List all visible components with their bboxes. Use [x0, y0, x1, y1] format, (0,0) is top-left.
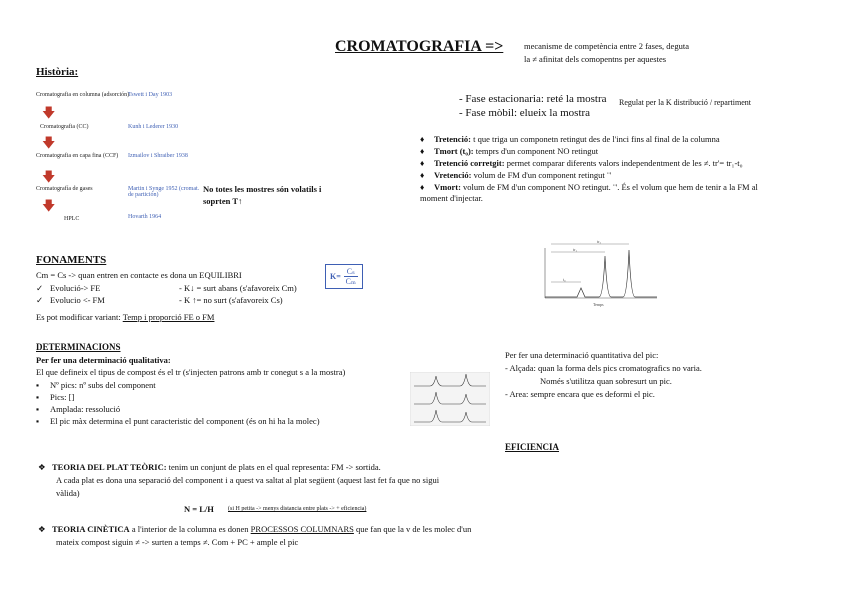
qualitative-item: ▪ El pic màx determina el punt caracteristic del component (és on hi ha la molec)	[36, 416, 320, 426]
evolution-fe: ✓ Evolució-> FE	[36, 283, 101, 293]
definition-item: ♦ Tretenció: t que triga un componetn retingut des de l'inci fins al final de la columna	[420, 134, 720, 144]
mobile-phase: - Fase mòbil: elueix la mostra	[459, 107, 591, 119]
quantitative-height-note: Només s'utilitza quan sobresurt un pic.	[540, 376, 672, 386]
peaks-figure	[410, 372, 490, 426]
quantitative-area: - Area: sempre encara que es deformi el pic.	[505, 389, 655, 399]
history-item-name: Cromatografia en columna (adsorción)	[36, 92, 130, 98]
plate-formula-note: (si H petita -> menys distancia entre plats -> + eficiencia)	[228, 506, 367, 512]
title-desc-line2: la ≠ afinitat dels comopentns per aquestes	[524, 54, 667, 64]
quantitative-height: - Alçada: quan la forma dels pics cromatografics no varia.	[505, 363, 702, 373]
plate-theory-line3: vàlida)	[56, 488, 80, 498]
history-note-line2: soprten T↑	[203, 196, 243, 206]
chromatogram-label: tr₁	[573, 247, 577, 252]
equilibrium-text: Cm = Cs -> quan entren en contacte es dona un EQUILIBRI	[36, 270, 242, 280]
down-arrow-icon: 🡇	[42, 198, 56, 213]
stationary-phase: - Fase estacionaria: reté la mostra	[459, 93, 607, 105]
definition-item: ♦ Vmort: volum de FM d'un component NO retingut. ¨'. És el volum que hem de tenir a la FM al moment d'injectar.	[420, 182, 758, 203]
eficiencia-heading: EFICIENCIA	[505, 442, 560, 452]
history-item-name: Cromatografia (CC)	[40, 124, 89, 130]
chromatogram-figure	[537, 238, 661, 308]
chromatogram-label: t₀	[563, 277, 566, 282]
qualitative-item: ▪ Amplada: ressolució	[36, 404, 121, 414]
qualitative-item: ▪ Pics: []	[36, 392, 75, 402]
history-timeline	[36, 88, 236, 228]
down-arrow-icon: 🡇	[42, 135, 56, 150]
fonaments-heading: FONAMENTS	[36, 254, 107, 266]
down-arrow-icon: 🡇	[42, 105, 56, 120]
page-title: CROMATOGRAFIA =>	[335, 38, 504, 55]
qualitative-title: Per fer una determinació qualitativa:	[36, 355, 171, 365]
plate-theory: ❖ TEORIA DEL PLAT TEÒRIC: tenim un conjunt de plats en el qual representa: FM -> sortida.	[38, 462, 381, 472]
kinetic-theory-line2: mateix compost siguin ≠ -> surten a temps ≠. Com + PC + ample el pic	[56, 537, 299, 547]
plate-theory-line2: A cada plat es dona una separació del component i a quest va saltat al plat següent (aquest last fet fa que no sigui	[56, 475, 440, 485]
history-item-author: Kunh i Lederer 1930	[128, 124, 179, 130]
chromatogram-label: tr₂	[597, 239, 601, 244]
qualitative-subtitle: El que defineix el tipus de compost és el tr (s'injecten patrons amb tr conegut s a la mostra)	[36, 367, 346, 377]
kinetic-theory: ❖ TEORIA CINÈTICA a l'interior de la columna es donen PROCESSOS COLUMNARS que fan que la v de les molec d'un	[38, 524, 472, 534]
plate-formula: N = L/H	[184, 504, 214, 514]
quantitative-title: Per fer una determinació quantitativa del pic:	[505, 350, 659, 360]
history-item-author: Tswett i Day 1903	[128, 92, 173, 98]
evolution-fe-k: - K↓ = surt abans (s'afavoreix Cm)	[179, 283, 297, 293]
definition-item: ♦ Vretenció: volum de FM d'un component retingut ¨'	[420, 170, 612, 180]
historia-heading: Història:	[36, 66, 79, 78]
history-note-line1: No totes les mostres són volatils i	[203, 184, 322, 194]
k-formula: K= $\frac{\text{Cₛ}}{\text{Cₘ}}$	[325, 264, 363, 289]
evolution-fm: ✓ Evolucio <- FM	[36, 295, 105, 305]
history-item-author: Martin i Synge 1952 (cromat. de partición)	[128, 186, 200, 198]
determinacions-heading: DETERMINACIONS	[36, 342, 121, 352]
chromatogram-label: Temps	[593, 302, 604, 307]
history-item-name: Cromatografía de gases	[36, 186, 93, 192]
definition-item: ♦ Tmort (t₀): temprs d'un component NO retingut	[420, 146, 599, 156]
history-item-author: Hovarth 1964	[128, 214, 162, 220]
history-item-author: Izmailov i Shraiber 1938	[128, 153, 188, 159]
history-item-name: HPLC	[64, 216, 80, 222]
k-regulation-note: Regulat per la K distribució / repartiment	[619, 98, 751, 107]
evolution-fm-k: - K ↑= no surt (s'afavoreix Cs)	[179, 295, 283, 305]
definition-item: ♦ Tretenció corretgit: permet comparar diferents valors independentment de les ≠. tr'= tr₁-t₀	[420, 158, 743, 168]
qualitative-item: ▪ Nº pics: nº subs del component	[36, 380, 156, 390]
title-desc-line1: mecanisme de competència entre 2 fases, deguta	[524, 41, 689, 51]
down-arrow-icon: 🡇	[42, 169, 56, 184]
definitions-list	[420, 134, 778, 204]
history-item-name: Cromatografia en capa fina (CCF)	[36, 153, 119, 159]
variant-text: Es pot modificar variant: Temp i proporció FE o FM	[36, 312, 215, 322]
